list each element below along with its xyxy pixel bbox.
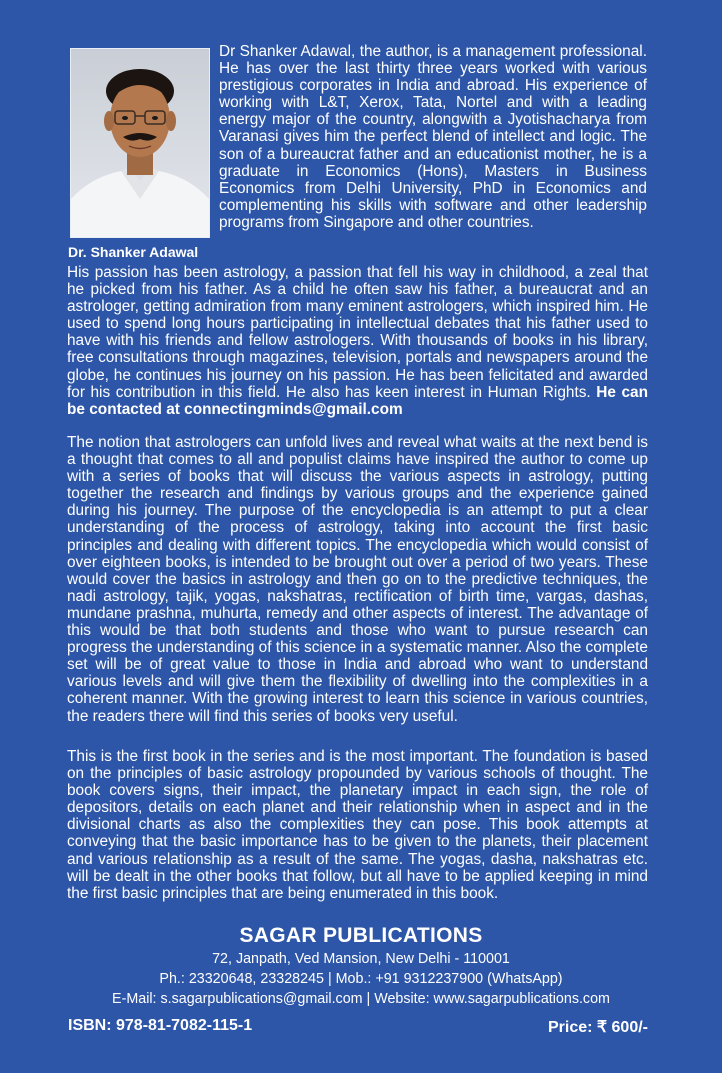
isbn: ISBN: 978-81-7082-115-1: [68, 1017, 253, 1034]
price: Price: ₹ 600/-: [547, 1019, 648, 1036]
author-photo: [70, 48, 210, 238]
publisher-email-website: E-Mail: s.sagarpublications@gmail.com | Website: www.sagarpublications.com: [112, 991, 610, 1007]
contact-line: He can be contacted at connectingminds@gmail.com: [67, 383, 648, 418]
publisher-address: 72, Janpath, Ved Mansion, New Delhi - 110001: [212, 951, 510, 967]
photo-caption: Dr. Shanker Adawal: [68, 244, 199, 260]
publisher-name: SAGAR PUBLICATIONS: [239, 924, 483, 947]
author-bio-intro: Dr Shanker Adawal, the author, is a management professional. He has over the last thirty three years worked with various prestigious corporates in India and abroad. His experience of working with L&T, Xerox, Tata, Nortel and with a leading energy major of the country, alongwith a Jyotishacharya from Varanasi gives him the perfect blend of intellect and logic. The son of a bureaucrat father and an educationist mother, he is a graduate in Economics (Hons), Masters in Business Economics from Delhi University, PhD in Economics and complementing his skills with software and other leadership programs from Singapore and other countries.: [219, 43, 647, 231]
publisher-phones: Ph.: 23320648, 23328245 | Mob.: +91 9312237900 (WhatsApp): [159, 971, 563, 987]
first-book-description: This is the first book in the series and is the most important. The foundation is based on the principles of basic astrology propounded by various schools of thought. The book covers signs, their impact, the planetary impact in each sign, the role of depositors, details on each planet and their relationship when in aspect and in the divisional charts as also the complexities they can pose. This book attempts at conveying that the basic importance has to be given to the planets, their placement and various relationship as a result of the same. The yogas, dasha, nakshatras etc. will be dealt in the other books that follow, but all have to be applied keeping in mind the first basic principles that are being enumerated in this book.: [67, 748, 648, 902]
author-bio-passion: [67, 264, 648, 418]
author-portrait-image: [71, 49, 209, 237]
series-description: The notion that astrologers can unfold lives and reveal what waits at the next bend is a thought that comes to all and populist claims have inspired the author to come up with a series of books that will discuss the various aspects in astrology, putting together the research and findings by various groups and the experience gained during his journey. The purpose of the encyclopedia is an attempt to put a clear understanding of the process of astrology, taking into account the first basic principles and dealing with different topics. The encyclopedia which would consist of over eighteen books, is intended to be brought out over a period of two years. These would cover the basics in astrology and then go on to the predictive techniques, the nadi astrology, tajik, yogas, nakshatras, rectification of birth time, vargas, dashas, mundane prashna, muhurta, remedy and other aspects of interest. The advantage of this would be that both students and those who want to pursue research can progress the understanding of this science in a systematic manner. Also the complete set will be of great value to those in India and abroad who want to understand various levels and will give them the flexibility of dwelling into the complexities in a coherent manner. With the growing interest to learn this science in various countries, the readers there will find this series of books very useful.: [67, 434, 648, 725]
passion-text: His passion has been astrology, a passion that fell his way in childhood, a zeal that he picked from his father. As a child he often saw his father, a bureaucrat and an astrologer, getting admiration from many eminent astrologers, which inspired him. He used to spend long hours participating in intellectual debates that his father used to have with his friends and fellow astrologers. With thousands of books in his library, free consultations through magazines, television, portals and newspapers around the globe, he continues his journey on his passion. He has been felicitated and awarded for his contribution in this field. He also has keen interest in Human Rights.: [67, 264, 648, 401]
